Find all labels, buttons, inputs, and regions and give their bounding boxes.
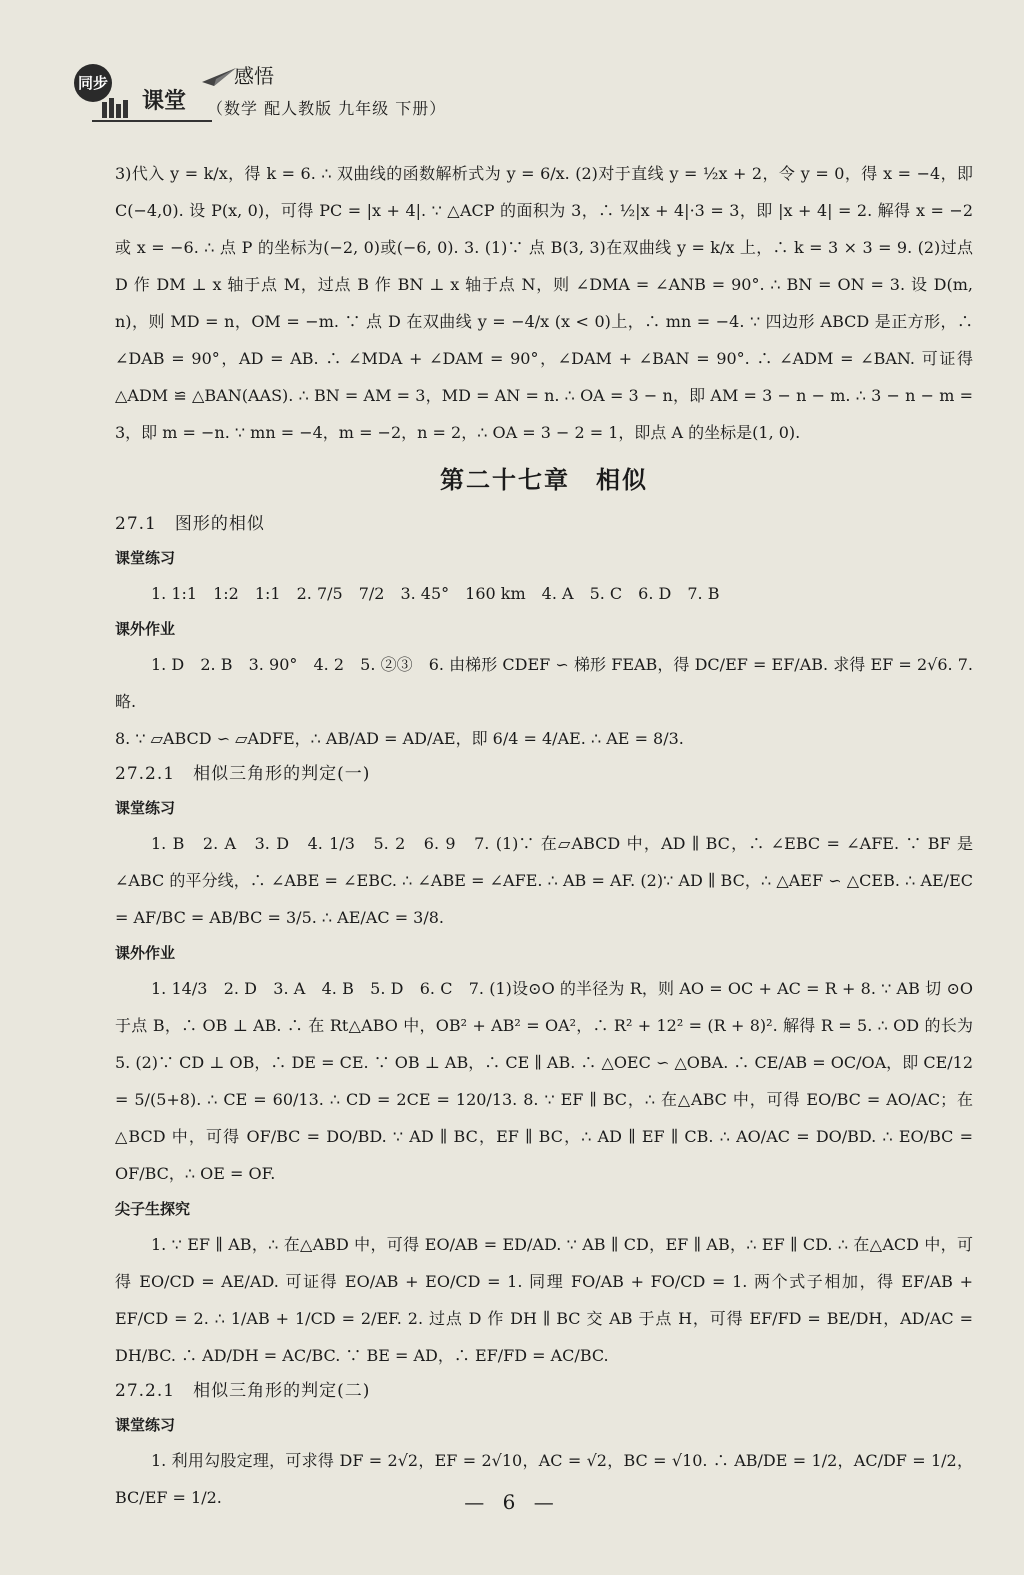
- homework-answers: 1. D 2. B 3. 90° 4. 2 5. ②③ 6. 由梯形 CDEF ∽ 梯形 FEAB，得 DC/EF = EF/AB. 求得 EF = 2√6. 7. 略.: [115, 655, 973, 711]
- advanced-exploration-answers: 1. ∵ EF ∥ AB，∴ 在△ABD 中，可得 EO/AB = ED/AD. ∵ AB ∥ CD，EF ∥ AB，∴ EF ∥ CD. ∴ 在△ACD 中，可得 EO/CD = AE/AD. 可证得 EO/AB + EO/CD = 1. 同理 FO/AB + FO/CD = 1. 两个式子相加，得 EF/AB + EF/CD = 2. ∴ 1/AB + 1/CD = 2/EF. 2. 过点 D 作 DH ∥ BC 交 AB 于点 H，可得 EF/FD = BE/DH，AD/AC = DH/BC. ∴ AD/DH = AC/BC. ∵ BE = AD，∴ EF/FD = AC/BC.: [115, 1235, 973, 1365]
- chapter-title: 第二十七章 相似: [440, 466, 648, 494]
- logo-title: 课堂: [142, 89, 187, 114]
- section-title-27-1: 27.1 图形的相似: [115, 514, 265, 534]
- class-practice-answers: 1. 利用勾股定理，可求得 DF = 2√2，EF = 2√10，AC = √2，BC = √10. ∴ AB/DE = 1/2，AC/DF = 1/2，BC/EF = 1/2.: [115, 1451, 973, 1507]
- page-header: [72, 58, 632, 128]
- homework-answers: 1. 14/3 2. D 3. A 4. B 5. D 6. C 7. (1)设⊙O 的半径为 R，则 AO = OC + AC = R + 8. ∵ AB 切 ⊙O 于点 B，∴ OB ⊥ AB. ∴ 在 Rt△ABO 中，OB² + AB² = OA²，∴ R² + 12² = (R + 8)². 解得 R = 5. ∴ OD 的长为 5. (2)∵ CD ⊥ OB，∴ DE = CE. ∵ OB ⊥ AB，∴ CE ∥ AB. ∴ △OEC ∽ △OBA. ∴ CE/AB = OC/OA，即 CE/12 = 5/(5+8). ∴ CE = 60/13. ∴ CD = 2CE = 120/13. 8. ∵ EF ∥ BC，∴ 在△ABC 中，可得 EO/BC = AO/AC；在△BCD 中，可得 OF/BC = DO/BD. ∵ AD ∥ BC，EF ∥ BC，∴ AD ∥ EF ∥ CB. ∴ AO/AC = DO/BD. ∴ EO/BC = OF/BC，∴ OE = OF.: [115, 979, 973, 1183]
- book-info: （数学 配人教版 九年级 下册）: [207, 99, 447, 118]
- class-practice-answers: 1. 1:1 1:2 1:1 2. 7/5 7/2 3. 45° 160 km 4. A 5. C 6. D 7. B: [151, 584, 720, 603]
- logo-badge: 同步: [74, 64, 112, 102]
- homework-label: 课外作业: [115, 944, 176, 962]
- page-number: — 6 —: [464, 1490, 560, 1514]
- paper-plane-icon: [202, 66, 236, 88]
- class-practice-label: 课堂练习: [115, 799, 176, 817]
- section-title-27-2-1-a: 27.2.1 相似三角形的判定(一): [115, 764, 371, 784]
- prev-answer-paragraph: 3)代入 y = k/x，得 k = 6. ∴ 双曲线的函数解析式为 y = 6/x. (2)对于直线 y = ½x + 2，令 y = 0，得 x = −4，即 C(−4,0). 设 P(x, 0)，可得 PC = |x + 4|. ∵ △ACP 的面积为 3，∴ ½|x + 4|·3 = 3，即 |x + 4| = 2. 解得 x = −2 或 x = −6. ∴ 点 P 的坐标为(−2, 0)或(−6, 0). 3. (1)∵ 点 B(3, 3)在双曲线 y = k/x 上，∴ k = 3 × 3 = 9. (2)过点 D 作 DM ⊥ x 轴于点 M，过点 B 作 BN ⊥ x 轴于点 N，则 ∠DMA = ∠ANB = 90°. ∴ BN = ON = 3. 设 D(m, n)，则 MD = n，OM = −m. ∵ 点 D 在双曲线 y = −4/x (x < 0)上，∴ mn = −4. ∵ 四边形 ABCD 是正方形，∴ ∠DAB = 90°，AD = AB. ∴ ∠MDA + ∠DAM = 90°，∠DAM + ∠BAN = 90°. ∴ ∠ADM = ∠BAN. 可证得 △ADM ≌ △BAN(AAS). ∴ BN = AM = 3，MD = AN = n. ∴ OA = 3 − n，即 AM = 3 − n − m. ∴ 3 − n − m = 3，即 m = −n. ∵ mn = −4，m = −2，n = 2，∴ OA = 3 − 2 = 1，即点 A 的坐标是(1, 0).: [115, 164, 974, 442]
- section-title-27-2-1-b: 27.2.1 相似三角形的判定(二): [115, 1381, 371, 1401]
- class-practice-label: 课堂练习: [115, 549, 176, 567]
- advanced-exploration-label: 尖子生探究: [115, 1200, 191, 1218]
- class-practice-answers: 1. B 2. A 3. D 4. 1/3 5. 2 6. 9 7. (1)∵ 在▱ABCD 中，AD ∥ BC，∴ ∠EBC = ∠AFE. ∵ BF 是 ∠ABC 的平分线，∴ ∠ABE = ∠EBC. ∴ ∠ABE = ∠AFE. ∴ AB = AF. (2)∵ AD ∥ BC，∴ △AEF ∽ △CEB. ∴ AE/EC = AF/BC = AB/BC = 3/5. ∴ AE/AC = 3/8.: [115, 834, 973, 927]
- answer-content: [115, 155, 973, 1516]
- header-rule: [92, 120, 212, 122]
- homework-label: 课外作业: [115, 620, 176, 638]
- logo-subtitle: 感悟: [234, 64, 274, 88]
- homework-answers-cont: 8. ∵ ▱ABCD ∽ ▱ADFE，∴ AB/AD = AD/AE，即 6/4 = 4/AE. ∴ AE = 8/3.: [115, 729, 684, 748]
- books-icon: [100, 96, 140, 118]
- class-practice-label: 课堂练习: [115, 1416, 176, 1434]
